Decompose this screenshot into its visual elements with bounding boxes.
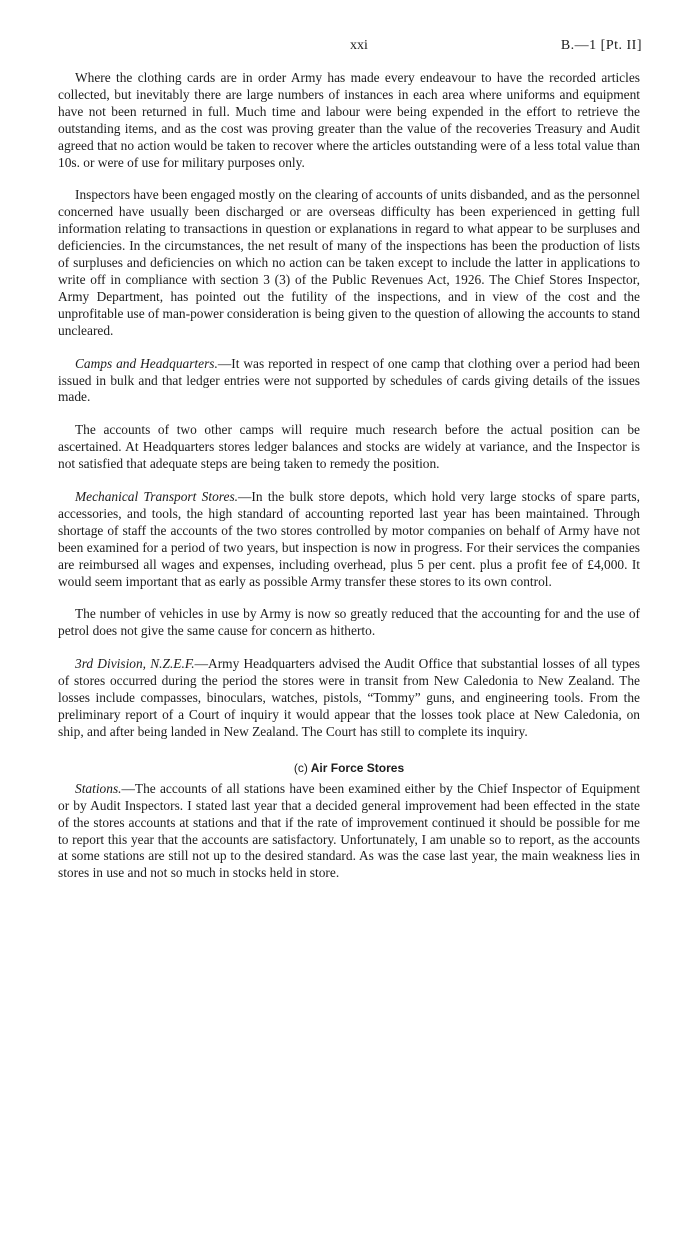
section-label: (c) xyxy=(293,760,308,775)
paragraph-mechanical-transport: Mechanical Transport Stores.—In the bulk store depots, which hold very large stocks of spare parts, accessories, and tools, the high standard of accounting reported last year has been maintained. Through shortage of staff the accounts of the two stores controlled by motor companies on behalf of Army have not been examined for a period of two years, but inspection is now in progress. For their services the companies are reimbursed all wages and expenses, including overhead, plus 5 per cent. plus a profit fee of £4,000. It would seem important that as early as possible Army transfer these stores to its own control. xyxy=(58,489,640,589)
document-body xyxy=(58,70,640,882)
paragraph-vehicles: The number of vehicles in use by Army is now so greatly reduced that the accounting for and the use of petrol does not give the same cause for concern as hitherto. xyxy=(58,606,640,639)
document-reference: B.—1 [Pt. II] xyxy=(560,38,642,53)
paragraph-inspectors: Inspectors have been engaged mostly on the clearing of accounts of units disbanded, and as the personnel concerned have usually been discharged or are overseas difficulty has been experienced in getting full information relating to transactions in question or explanations in regard to what appear to be surpluses and deficiencies. In the circumstances, the net result of many of the inspections has been the production of lists of surpluses and deficiencies on which no action can be taken except to include the latter in applications to write off in compliance with section 3 (3) of the Public Revenues Act, 1926. The Chief Stores Inspector, Army Department, has pointed out the futility of the inspections, and in view of the cost and the unprofitable use of man-power consideration is being given to the question of allowing the accounts to stand uncleared. xyxy=(58,187,640,338)
paragraph-two-other-camps: The accounts of two other camps will require much research before the actual position can be ascertained. At Headquarters stores ledger balances and stocks are widely at variance, and the Inspector is not satisfied that adequate steps are being taken to remedy the position. xyxy=(58,422,640,472)
paragraph-lead: 3rd Division, N.Z.E.F. xyxy=(75,656,195,672)
page-header xyxy=(76,38,642,60)
paragraph-3rd-division: 3rd Division, N.Z.E.F.—Army Headquarters advised the Audit Office that substantial losses of all types of stores occurred during the period the stores were in transit from New Caledonia to New Zealand. The losses include compasses, binoculars, watches, pistols, “Tommy” guns, and engineering tools. From the preliminary report of a Court of inquiry it would appear that the losses took place at New Caledonia, on ship, and after being landed in New Zealand. The Court has still to complete its inquiry. xyxy=(58,656,640,739)
paragraph-clothing-cards: Where the clothing cards are in order Army has made every endeavour to have the recorded articles collected, but inevitably there are large numbers of instances in each area where uniforms and equipment have not been returned in full. Much time and labour were being expended in the effort to retrieve the outstanding items, and as the cost was proving greater than the value of the recoveries Treasury and Audit agreed that no action would be taken to recover where the articles outstanding were of a less total value than 10s. or were of use for military purposes only. xyxy=(58,70,640,170)
section-title: Air Force Stores xyxy=(310,760,405,775)
paragraph-lead: Stations. xyxy=(75,780,122,796)
paragraph-camps-headquarters: Camps and Headquarters.—It was reported in respect of one camp that clothing over a period had been issued in bulk and that ledger entries were not supported by schedules of cards giving details of the issues made. xyxy=(58,355,640,405)
paragraph-lead: Mechanical Transport Stores. xyxy=(75,489,239,505)
page-number: xxi xyxy=(350,38,368,53)
section-heading xyxy=(58,761,640,775)
paragraph-lead: Camps and Headquarters. xyxy=(75,355,218,371)
paragraph-stations: Stations.—The accounts of all stations have been examined either by the Chief Inspector of Equipment or by Audit Inspectors. I stated last year that a decided general improvement had been effected in the state of the stores accounts at stations and that if the rate of improvement continued it should be possible for me to report this year that the accounts are satisfactory. Unfortunately, I am unable so to report, as the accounts at some stations are still not up to the desired standard. As was the case last year, the main weakness lies in stores in use and not so much in stocks held in store. xyxy=(58,780,640,881)
